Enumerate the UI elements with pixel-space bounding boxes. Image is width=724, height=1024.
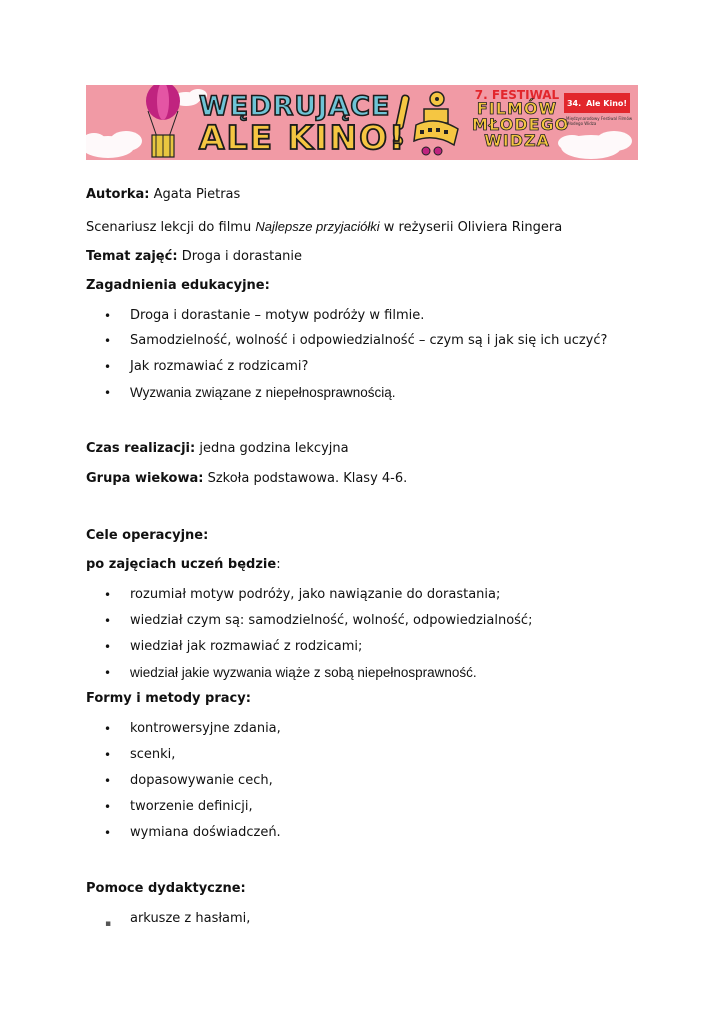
issues-heading: Zagadnienia edukacyjne: <box>86 278 270 293</box>
duration-value: jedna godzina lekcyjna <box>199 441 349 456</box>
bullet: • <box>104 826 112 840</box>
banner-title-line1: WĘDRUJĄCE <box>199 91 391 122</box>
topic-label: Temat zajęć: <box>86 249 178 264</box>
scenario-suffix: w reżyserii Oliviera Ringera <box>379 220 563 235</box>
festival-line: MŁODEGO <box>472 115 570 134</box>
bullet: • <box>104 666 112 680</box>
list-item: • scenki, <box>104 747 176 762</box>
author-value: Agata Pietras <box>153 187 241 202</box>
banner-title-line2: ALE KINO! <box>199 118 407 157</box>
list-item: • Jak rozmawiać z rodzicami? <box>104 359 309 374</box>
author-line <box>86 186 646 204</box>
list-item: • tworzenie definicji, <box>104 799 253 814</box>
age-group-label: Grupa wiekowa: <box>86 471 204 486</box>
list-item: • rozumiał motyw podróży, jako nawiązanie do dorastania; <box>104 587 501 602</box>
list-item: • wiedział czym są: samodzielność, wolność, odpowiedzialność; <box>104 613 533 628</box>
goals-heading: Cele operacyjne: <box>86 528 209 543</box>
list-item: • wiedział jakie wyzwania wiąże z sobą niepełnosprawność. <box>104 665 477 680</box>
festival-logo <box>472 88 570 150</box>
bullet: • <box>104 386 112 400</box>
bullet: • <box>104 722 112 736</box>
lesson-plan <box>86 186 646 928</box>
film-title: Najlepsze przyjaciółki <box>255 219 380 234</box>
square-bullet: ▪ <box>105 919 112 929</box>
film-camera-icon <box>414 92 458 155</box>
duration-label: Czas realizacji: <box>86 441 196 456</box>
festival-banner <box>86 85 638 160</box>
duration-line <box>86 440 646 458</box>
scenario-prefix: Scenariusz lekcji do filmu <box>86 220 256 235</box>
bullet: • <box>104 774 112 788</box>
bullet: • <box>104 334 112 348</box>
author-label: Autorka: <box>86 187 150 202</box>
age-group-line <box>86 470 646 488</box>
logo-subtitle: Międzynarodowy Festiwal Filmów Młodego Widza <box>566 116 633 126</box>
cloud-icon <box>86 131 142 158</box>
aids-list <box>86 910 646 928</box>
list-item: • Droga i dorastanie – motyw podróży w filmie. <box>104 308 425 323</box>
bullet: • <box>104 360 112 374</box>
goals-subheading: po zajęciach uczeń będzie <box>86 557 277 572</box>
scenario-line <box>86 218 646 237</box>
festival-edition: 7. FESTIWAL <box>474 88 560 102</box>
festival-line: FILMÓW <box>476 99 558 118</box>
issues-list <box>86 307 646 402</box>
list-item: • wiedział jak rozmawiać z rodzicami; <box>104 639 363 654</box>
hot-air-balloon-icon <box>146 85 180 157</box>
festival-line: WIDZA <box>484 131 550 150</box>
topic-line <box>86 248 646 266</box>
bullet: • <box>104 309 112 323</box>
topic-value: Droga i dorastanie <box>181 249 303 264</box>
methods-heading: Formy i metody pracy: <box>86 691 251 706</box>
age-group-value: Szkoła podstawowa. Klasy 4-6. <box>207 471 408 486</box>
cloud-icon <box>558 131 632 159</box>
logo-name: Ale Kino! <box>586 98 628 108</box>
list-item: • Wyzwania związane z niepełnosprawnością. <box>104 385 396 400</box>
bullet: • <box>104 748 112 762</box>
aids-heading: Pomoce dydaktyczne: <box>86 881 246 896</box>
goals-colon: : <box>276 557 281 572</box>
bullet: • <box>104 588 112 602</box>
list-item: • dopasowywanie cech, <box>104 773 273 788</box>
goals-list <box>86 586 646 682</box>
list-item: • Samodzielność, wolność i odpowiedzialność – czym są i jak się ich uczyć? <box>104 333 608 348</box>
logo-number: 34. <box>566 98 582 108</box>
list-item: ▪ arkusze z hasłami, <box>86 910 646 928</box>
list-item: • kontrowersyjne zdania, <box>104 721 281 736</box>
ale-kino-logo <box>564 93 630 113</box>
bullet: • <box>104 614 112 628</box>
bullet: • <box>104 800 112 814</box>
goals-subheading-line <box>86 556 646 574</box>
list-item: • wymiana doświadczeń. <box>104 825 281 840</box>
bullet: • <box>104 640 112 654</box>
methods-list <box>86 720 646 842</box>
